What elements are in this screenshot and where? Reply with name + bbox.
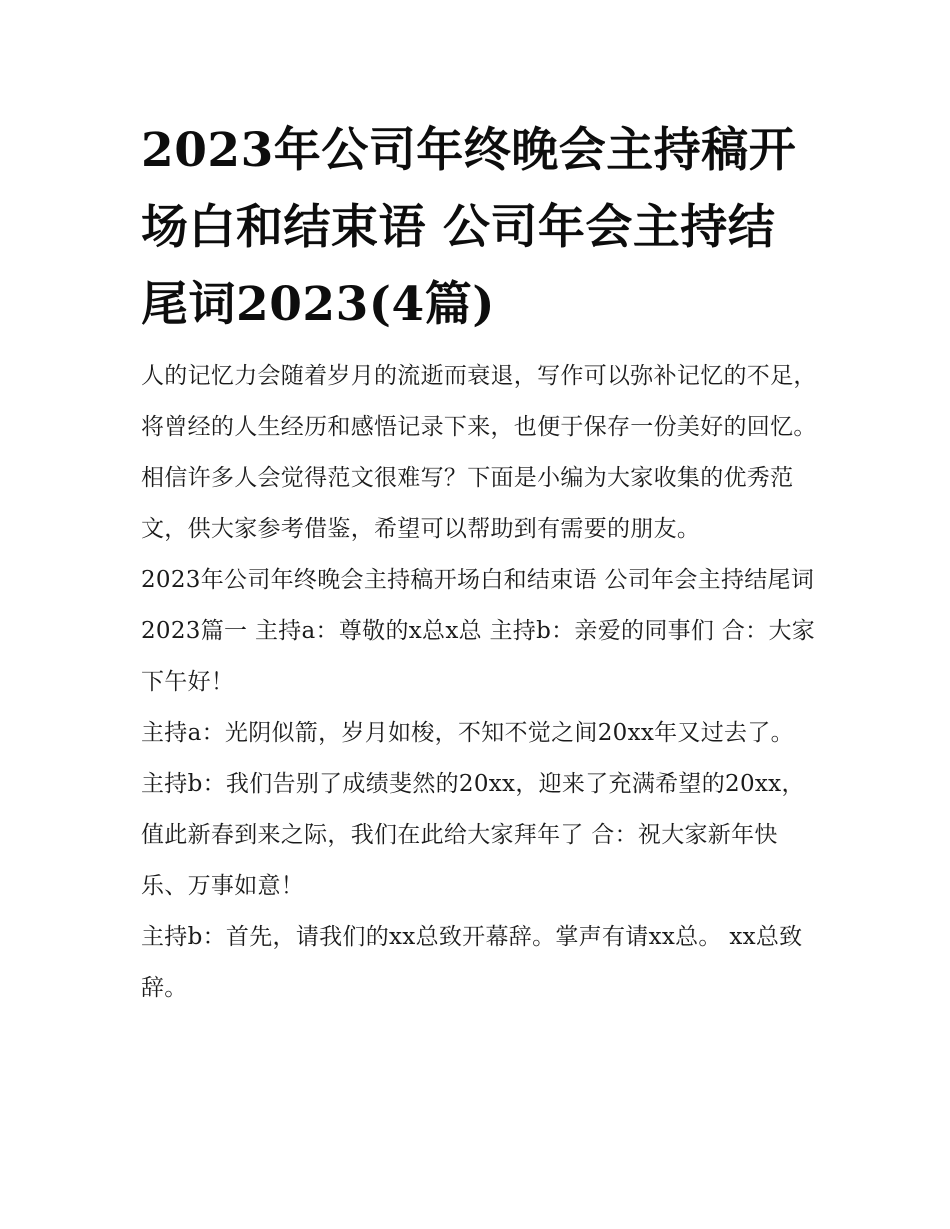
script-paragraph-speech: 主持b：首先，请我们的xx总致开幕辞。掌声有请xx总。 xx总致辞。 — [141, 924, 803, 1001]
script-paragraph-opening: 2023年公司年终晚会主持稿开场白和结束语 公司年会主持结尾词2023篇一 主持a：尊敬的x总x总 主持b：亲爱的同事们 合：大家下午好！ — [141, 567, 816, 695]
document-body — [141, 112, 821, 1014]
script-paragraph-host-b: 主持b：我们告别了成绩斐然的20xx，迎来了充满希望的20xx，值此新春到来之际，我们在此给大家拜年了 合：祝大家新年快乐、万事如意！ — [141, 771, 805, 899]
intro-paragraph: 人的记忆力会随着岁月的流逝而衰退，写作可以弥补记忆的不足，将曾经的人生经历和感悟记录下来，也便于保存一份美好的回忆。相信许多人会觉得范文很难写？下面是小编为大家收集的优秀范文，供大家参考借鉴，希望可以帮助到有需要的朋友。 — [141, 363, 817, 542]
script-paragraph-host-a: 主持a：光阴似箭，岁月如梭，不知不觉之间20xx年又过去了。 — [141, 720, 794, 746]
document-title: 2023年公司年终晚会主持稿开场白和结束语 公司年会主持结尾词2023(4篇) — [141, 123, 797, 332]
